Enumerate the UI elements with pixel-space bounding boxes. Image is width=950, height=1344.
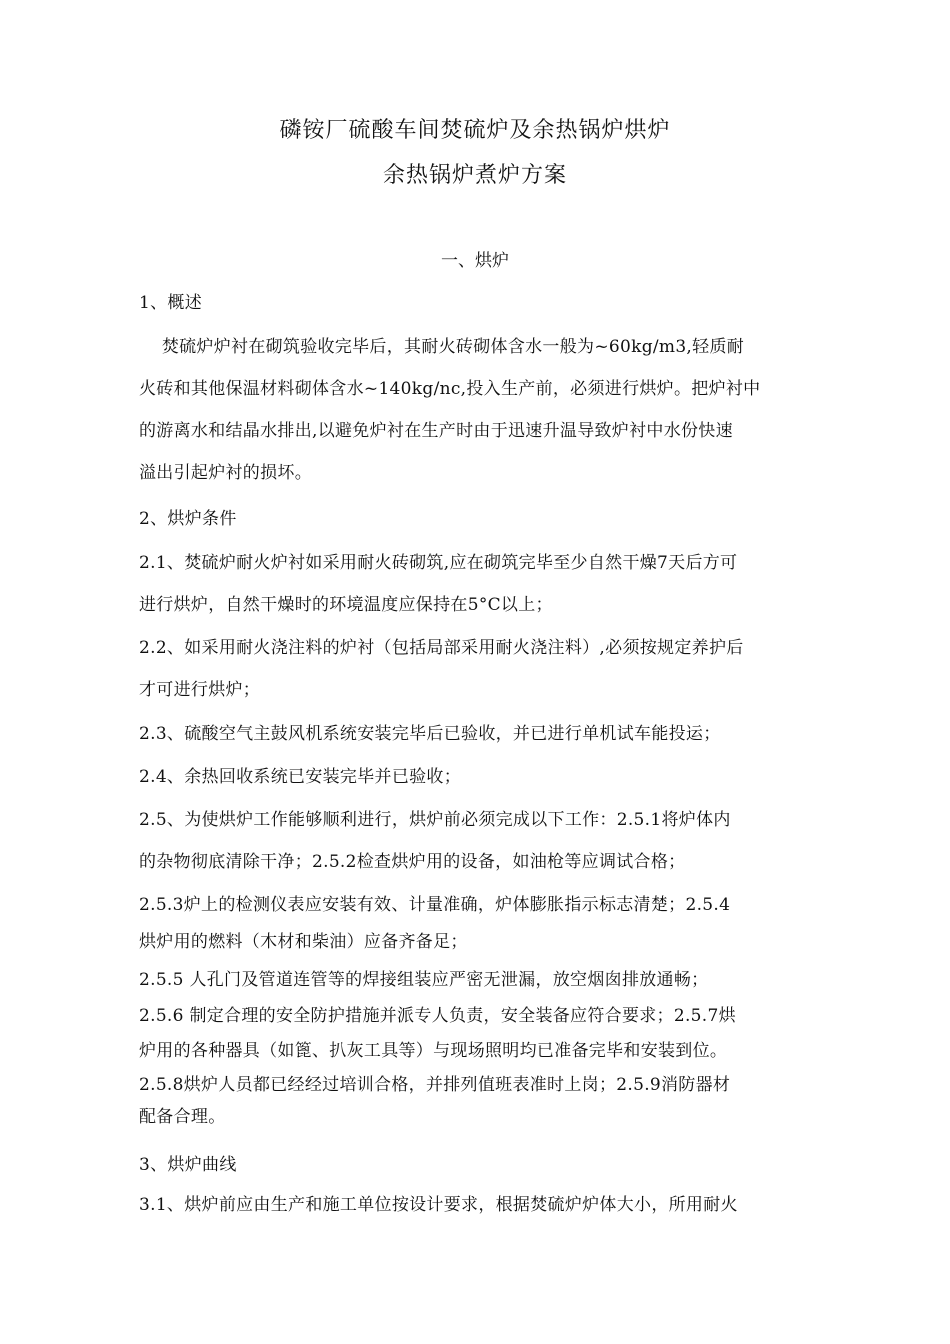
body-line: 溢出引起炉衬的损坏。 (139, 463, 312, 483)
body-line: 2.5.3炉上的检测仪表应安装有效、计量准确，炉体膨胀指示标志清楚；2.5.4 (139, 895, 731, 915)
section-title: 一、烘炉 (441, 251, 509, 271)
body-line: 2.4、余热回收系统已安装完毕并已验收； (139, 767, 462, 787)
body-line: 2、烘炉条件 (139, 509, 237, 529)
document-title-line2: 余热锅炉煮炉方案 (382, 163, 567, 188)
body-line: 2.5.5 人孔门及管道连管等的焊接组装应严密无泄漏，放空烟囱排放通畅； (139, 970, 709, 990)
body-line: 3.1、烘炉前应由生产和施工单位按设计要求，根据焚硫炉炉体大小，所用耐火 (139, 1195, 738, 1215)
body-line: 2.2、如采用耐火浇注料的炉衬（包括局部采用耐火浇注料）,必须按规定养护后 (139, 638, 744, 658)
body-line: 2.5.8烘炉人员都已经经过培训合格，并排列值班表准时上岗；2.5.9消防器材 (139, 1075, 731, 1095)
body-line: 1、概述 (139, 293, 203, 313)
document-title-line1: 磷铵厂硫酸车间焚硫炉及余热锅炉烘炉 (279, 118, 671, 143)
body-line: 才可进行烘炉； (139, 680, 261, 700)
body-line: 烘炉用的燃料（木材和柴油）应备齐备足； (139, 932, 468, 952)
body-line: 2.3、硫酸空气主鼓风机系统安装完毕后已验收，并已进行单机试车能投运； (139, 724, 721, 744)
body-line: 炉用的各种器具（如篦、扒灰工具等）与现场照明均已准备完毕和安装到位。 (139, 1041, 728, 1061)
body-line: 2.5、为使烘炉工作能够顺利进行，烘炉前必须完成以下工作：2.5.1将炉体内 (139, 810, 731, 830)
body-line: 配备合理。 (139, 1107, 226, 1127)
body-line: 火砖和其他保温材料砌体含水~140kg/nc,投入生产前，必须进行烘炉。把炉衬中 (139, 379, 761, 399)
body-line: 2.5.6 制定合理的安全防护措施并派专人负责，安全装备应符合要求；2.5.7烘 (139, 1006, 736, 1026)
body-line: 3、烘炉曲线 (139, 1155, 237, 1175)
body-line: 的杂物彻底清除干净；2.5.2检查烘炉用的设备，如油枪等应调试合格； (139, 852, 686, 872)
body-line: 的游离水和结晶水排出,以避免炉衬在生产时由于迅速升温导致炉衬中水份快速 (139, 421, 733, 441)
body-line: 焚硫炉炉衬在砌筑验收完毕后，其耐火砖砌体含水一般为~60kg/m3,轻质耐 (139, 337, 745, 357)
body-line: 进行烘炉，自然干燥时的环境温度应保持在5°C以上； (139, 595, 553, 615)
body-line: 2.1、焚硫炉耐火炉衬如采用耐火砖砌筑,应在砌筑完毕至少自然干燥7天后方可 (139, 553, 738, 573)
